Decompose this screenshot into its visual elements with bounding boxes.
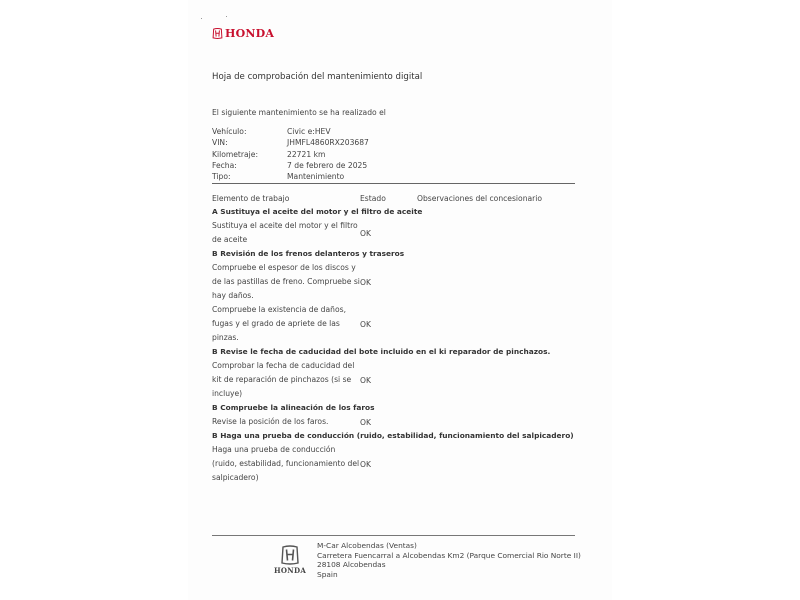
footer-brand-wordmark: HONDA xyxy=(273,566,307,575)
vin-value: JHMFL4860RX203687 xyxy=(287,138,369,148)
header-notes: Observaciones del concesionario xyxy=(417,193,543,203)
vehicle-value: Civic e:HEV xyxy=(287,127,331,136)
intro-text: El siguiente mantenimiento se ha realizado el xyxy=(212,108,386,117)
section-title: B Revisión de los frenos delanteros y traseros xyxy=(212,249,405,258)
table-row xyxy=(212,219,574,247)
task-status: OK xyxy=(360,375,371,385)
task-status: OK xyxy=(360,319,371,329)
task-description: Comprobar la fecha de caducidad del kit de reparación de pinchazos (si se incluye) xyxy=(212,361,355,398)
honda-h-icon xyxy=(212,28,223,39)
brand-wordmark: HONDA xyxy=(225,26,275,40)
mileage-value: 22721 km xyxy=(287,149,326,159)
table-row xyxy=(212,261,574,303)
table-row xyxy=(212,443,574,485)
scan-specks xyxy=(201,16,231,20)
type-label: Tipo: xyxy=(212,172,231,182)
honda-h-icon xyxy=(280,545,300,565)
task-description: Sustituya el aceite del motor y el filtro de aceite xyxy=(212,221,358,244)
dealer-name: M-Car Alcobendas (Ventas) xyxy=(317,541,417,550)
section-title: B Compruebe la alineación de los faros xyxy=(212,403,375,412)
vehicle-info xyxy=(212,127,574,183)
vehicle-label: Vehículo: xyxy=(212,127,247,136)
vin-label: VIN: xyxy=(212,138,228,148)
section-title: B Revise le fecha de caducidad del bote incluido en el ki reparador de pinchazos. xyxy=(212,347,551,356)
table-row xyxy=(212,359,574,401)
document-title: Hoja de comprobación del mantenimiento digital xyxy=(212,72,423,82)
date-value: 7 de febrero de 2025 xyxy=(287,160,368,170)
header-logo xyxy=(212,26,274,40)
header-status: Estado xyxy=(360,193,386,203)
task-status: OK xyxy=(360,277,371,287)
vin-row xyxy=(212,138,574,149)
date-row xyxy=(212,161,574,172)
table-row xyxy=(212,415,574,429)
section-title: A Sustituya el aceite del motor y el filtro de aceite xyxy=(212,207,423,216)
task-status: OK xyxy=(360,417,371,427)
vehicle-row xyxy=(212,127,574,138)
section-title: B Haga una prueba de conducción (ruido, estabilidad, funcionamiento del salpicadero) xyxy=(212,431,574,440)
divider xyxy=(212,183,575,184)
table-row xyxy=(212,303,574,345)
dealer-city: 28108 Alcobendas xyxy=(317,560,386,570)
mileage-label: Kilometraje: xyxy=(212,149,259,159)
task-description: Haga una prueba de conducción (ruido, estabilidad, funcionamiento del salpicadero) xyxy=(212,445,360,482)
dealer-street: Carretera Fuencarral a Alcobendas Km2 (Parque Comercial Rio Norte II) xyxy=(317,550,581,560)
work-table xyxy=(212,191,574,485)
date-label: Fecha: xyxy=(212,160,237,170)
task-status: OK xyxy=(360,228,371,238)
footer-divider xyxy=(212,535,575,536)
header-work-item: Elemento de trabajo xyxy=(212,193,290,203)
mileage-row xyxy=(212,150,574,161)
task-status: OK xyxy=(360,459,371,469)
task-description: Compruebe la existencia de daños, fugas y el grado de apriete de las pinzas. xyxy=(212,305,346,342)
dealer-address xyxy=(317,541,581,579)
table-header xyxy=(212,191,574,205)
task-description: Revise la posición de los faros. xyxy=(212,417,329,426)
dealer-country: Spain xyxy=(317,569,338,579)
type-value: Mantenimiento xyxy=(287,172,345,182)
task-description: Compruebe el espesor de los discos y de las pastillas de freno. Compruebe si hay daños. xyxy=(212,263,360,300)
footer-logo xyxy=(270,545,310,575)
type-row xyxy=(212,172,574,183)
